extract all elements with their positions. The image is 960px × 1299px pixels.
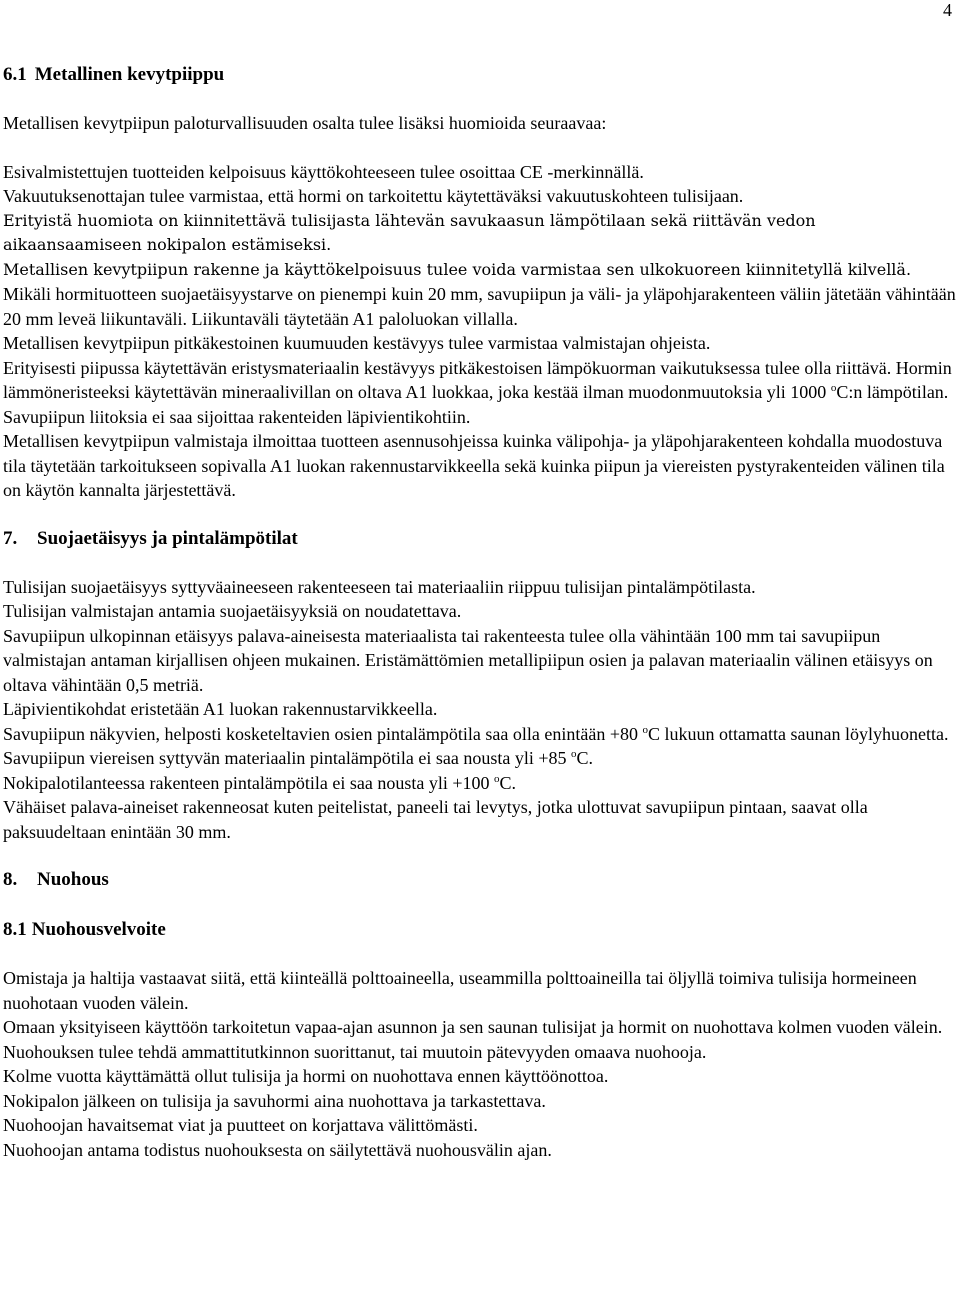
paragraph: Nuohoojan havaitsemat viat ja puutteet on korjattava välittömästi. (3, 1115, 478, 1135)
heading-title: Suojaetäisyys ja pintalämpötilat (37, 527, 298, 549)
heading-title: Nuohousvelvoite (31, 919, 166, 940)
degree-superscript: o (494, 772, 500, 785)
section-8-1 (3, 918, 958, 1162)
heading-title: Metallinen kevytpiippu (34, 64, 225, 85)
section-6-1 (3, 63, 958, 503)
paragraph: Omaan yksityiseen käyttöön tarkoitetun vapaa-ajan asunnon ja sen saunan tulisijat ja hormit on nuohottava kolmen vuoden välein. (3, 1017, 943, 1037)
paragraph (3, 356, 958, 405)
paragraph: Erityistä huomiota on kiinnitettävä tulisijasta lähtevän savukaasun lämpötilaan sekä riittävän vedon aikaansaamiseen nokipalon estämiseksi. (3, 210, 816, 254)
heading-7 (3, 527, 958, 551)
paragraph: Metallisen kevytpiipun pitkäkestoinen kuumuuden kestävyys tulee varmistaa valmistajan ohjeista. (3, 333, 711, 353)
heading-number: 8. (3, 869, 18, 890)
paragraph: Metallisen kevytpiipun valmistaja ilmoittaa tuotteen asennusohjeissa kuinka välipohja- ja yläpohjarakenteen kohdalla muodostuva tila täytetään tarkoitukseen sopivalla A1 luokan rakennustarvikkeella sekä kuinka piipun ja viereisten pystyrakenteiden välinen tila on käytön kannalta järjestettävä. (3, 431, 945, 500)
paragraph: Mikäli hormituotteen suojaetäisyystarve on pienempi kuin 20 mm, savupiipun ja väli- ja yläpohjarakenteen väliin jätetään vähintään 20 mm leveä liikuntaväli. Liikuntaväli täytetään A1 paloluokan villalla. (3, 284, 956, 329)
text-run: Nokipalotilanteessa rakenteen pintalämpötila ei saa nousta yli +100 (3, 772, 495, 793)
paragraph: Metallisen kevytpiipun rakenne ja käyttökelpoisuus tulee voida varmistaa sen ulkokuoreen kiinnitetyllä kilvellä. (3, 259, 912, 279)
heading-8 (3, 868, 958, 892)
paragraph: Omistaja ja haltija vastaavat siitä, että kiinteällä polttoaineella, useammilla polttoaineilla tai öljyllä toimiva tulisija hormeineen nuohotaan vuoden välein. (3, 968, 917, 1013)
section-8 (3, 868, 958, 892)
paragraph: Metallisen kevytpiipun paloturvallisuuden osalta tulee lisäksi huomioida seuraavaa: (3, 113, 607, 133)
heading-number: 8.1 (3, 919, 27, 940)
paragraph (3, 746, 958, 771)
paragraph: Läpivientikohdat eristetään A1 luokan rakennustarvikkeella. (3, 699, 438, 719)
paragraph: Nuohoojan antama todistus nuohouksesta on säilytettävä nuohousvälin ajan. (3, 1139, 552, 1160)
text-run: C lukuun ottamatta saunan löylyhuonetta. (648, 723, 949, 744)
paragraph: Esivalmistettujen tuotteiden kelpoisuus käyttökohteeseen tulee osoittaa CE -merkinnällä. (3, 161, 644, 182)
paragraph: Nokipalon jälkeen on tulisija ja savuhormi aina nuohottava ja tarkastettava. (3, 1090, 546, 1111)
heading-number: 7. (3, 527, 18, 549)
heading-number: 6.1 (3, 64, 27, 85)
section-7 (3, 527, 958, 845)
text-run: C. (576, 748, 594, 768)
paragraph: Vakuutuksenottajan tulee varmistaa, että hormi on tarkoitettu käytettäväksi vakuutuskohteen tulisijaan. (3, 186, 744, 206)
paragraph: Tulisijan valmistajan antamia suojaetäisyyksiä on noudatettava. (3, 601, 462, 621)
paragraph: Savupiipun liitoksia ei saa sijoittaa rakenteiden läpivientikohtiin. (3, 406, 471, 427)
document-body (3, 63, 958, 1162)
degree-superscript: o (571, 748, 577, 760)
text-run: C. (499, 772, 517, 793)
heading-title: Nuohous (37, 869, 109, 890)
degree-superscript: o (642, 723, 649, 736)
degree-superscript: o (830, 382, 837, 394)
text-run: Savupiipun näkyvien, helposti kosketeltavien osien pintalämpötila saa olla enintään +80 (3, 723, 643, 744)
heading-6-1 (3, 63, 958, 87)
paragraph: Nuohouksen tulee tehdä ammattitutkinnon suorittanut, tai muutoin pätevyyden omaava nuohooja. (3, 1041, 707, 1062)
paragraph: Savupiipun ulkopinnan etäisyys palava-aineisesta materiaalista tai rakenteesta tulee olla vähintään 100 mm tai savupiipun valmistajan antaman kirjallisen ohjeen mukainen. Eristämättömien metallipiipun osien ja palavan materiaalin välinen etäisyys on oltava vähintään 0,5 metriä. (3, 625, 933, 695)
text-run: Savupiipun viereisen syttyvän materiaalin pintalämpötila ei saa nousta yli +85 (3, 748, 572, 768)
text-run: Erityisesti piipussa käytettävän eristysmateriaalin kestävyys pitkäkestoisen lämpökuorman vaikutuksessa tulee olla riittävä. Hormin lämmöneristeeksi käytettävän mineraalivillan on oltava A1 luokkaa, joka kestää ilman muodonmuutoksia yli 1000 (3, 357, 952, 402)
text-run: C:n lämpötilan. (836, 382, 949, 402)
paragraph: Tulisijan suojaetäisyys syttyväaineeseen rakenteeseen tai materiaaliin riippuu tulisijan pintalämpötilasta. (3, 576, 756, 597)
paragraph (3, 771, 958, 796)
paragraph: Kolme vuotta käyttämättä ollut tulisija ja hormi on nuohottava ennen käyttöönottoa. (3, 1066, 609, 1086)
heading-8-1 (3, 918, 958, 942)
page-number: 4 (943, 0, 952, 20)
paragraph (3, 722, 958, 747)
paragraph: Vähäiset palava-aineiset rakenneosat kuten peitelistat, paneeli tai levytys, jotka ulottuvat savupiipun pintaan, saavat olla paksuudeltaan enintään 30 mm. (3, 797, 868, 842)
